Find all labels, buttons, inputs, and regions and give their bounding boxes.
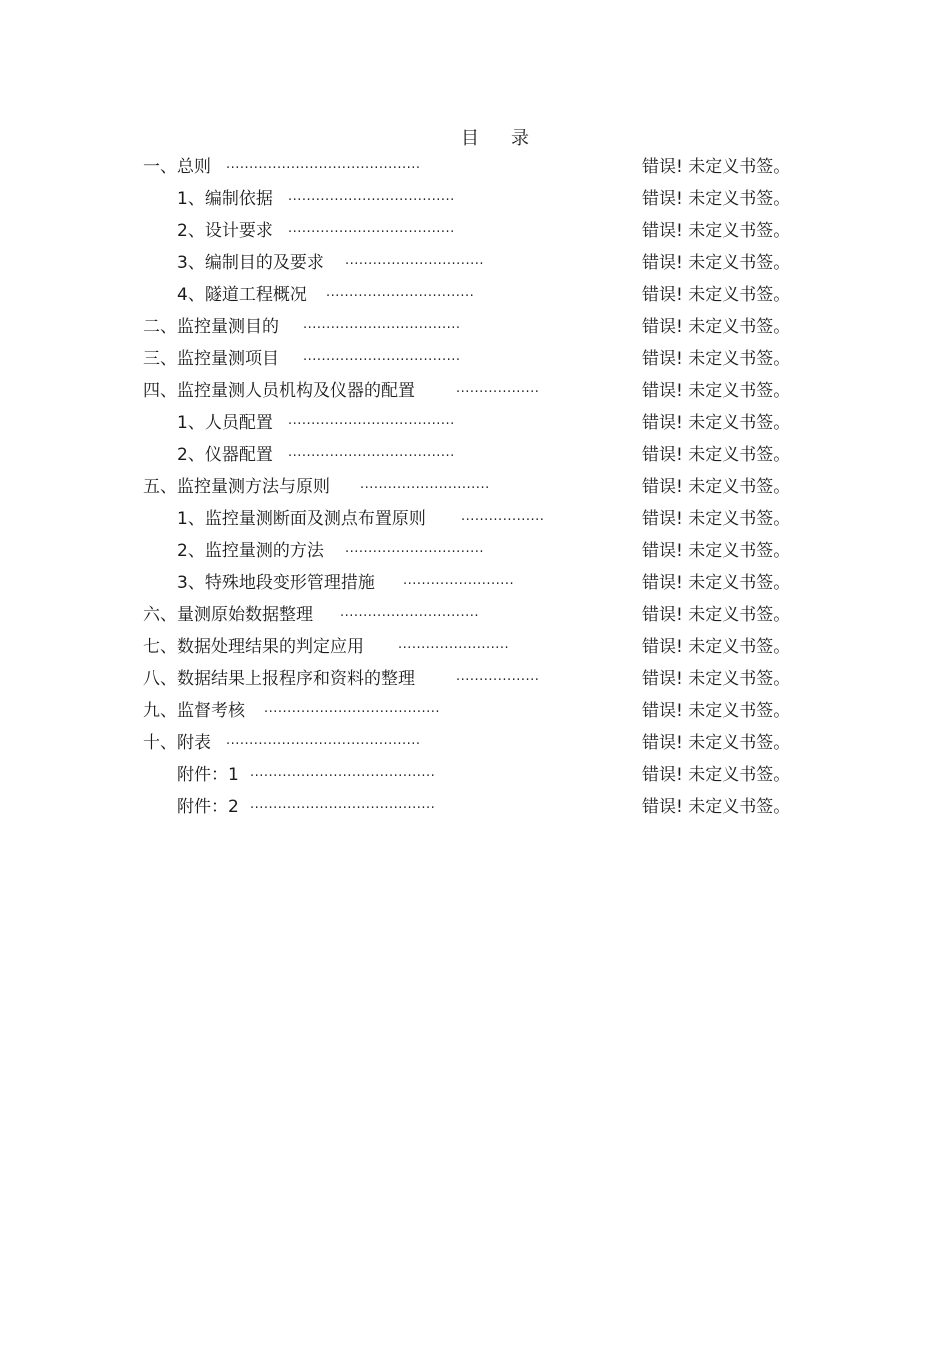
toc-page-ref: 错误! 未定义书签。: [642, 413, 791, 433]
toc-leader-dots: ................................: [326, 285, 475, 300]
toc-entry[interactable]: [143, 151, 803, 183]
toc-entry[interactable]: [143, 727, 803, 759]
toc-entry[interactable]: [143, 567, 803, 599]
toc-page-ref: 错误! 未定义书签。: [642, 605, 791, 625]
table-of-contents: [143, 151, 803, 823]
toc-leader-dots: ......................................: [264, 701, 441, 716]
toc-leader-dots: ..................................: [303, 349, 461, 364]
toc-entry-label: 2、仪器配置: [177, 445, 273, 465]
toc-page-ref: 错误! 未定义书签。: [642, 701, 791, 721]
toc-page-ref: 错误! 未定义书签。: [642, 541, 791, 561]
toc-leader-dots: ..................: [456, 381, 540, 396]
toc-entry-label: 2、监控量测的方法: [177, 541, 324, 561]
toc-leader-dots: ..............................: [340, 605, 479, 620]
toc-leader-dots: ........................: [403, 573, 515, 588]
toc-entry-label: 八、数据结果上报程序和资料的整理: [143, 669, 415, 689]
toc-entry-label: 附件：2: [177, 797, 239, 817]
toc-entry-label: 附件：1: [177, 765, 239, 785]
toc-page-ref: 错误! 未定义书签。: [642, 285, 791, 305]
toc-page-ref: 错误! 未定义书签。: [642, 253, 791, 273]
toc-entry[interactable]: [143, 631, 803, 663]
toc-entry-label: 四、监控量测人员机构及仪器的配置: [143, 381, 415, 401]
page-title-char-2: 录: [511, 128, 529, 149]
toc-entry-label: 4、隧道工程概况: [177, 285, 307, 305]
toc-entry[interactable]: [143, 663, 803, 695]
toc-leader-dots: ..................................: [303, 317, 461, 332]
toc-entry[interactable]: [143, 279, 803, 311]
toc-entry[interactable]: [143, 215, 803, 247]
toc-page-ref: 错误! 未定义书签。: [642, 733, 791, 753]
toc-entry[interactable]: [143, 311, 803, 343]
toc-entry[interactable]: [143, 247, 803, 279]
toc-entry[interactable]: [143, 759, 803, 791]
toc-entry[interactable]: [143, 471, 803, 503]
toc-entry-label: 一、总则: [143, 157, 211, 177]
toc-entry[interactable]: [143, 183, 803, 215]
toc-page-ref: 错误! 未定义书签。: [642, 445, 791, 465]
toc-entry[interactable]: [143, 375, 803, 407]
toc-leader-dots: ........................................: [250, 797, 436, 812]
toc-page-ref: 错误! 未定义书签。: [642, 637, 791, 657]
toc-entry[interactable]: [143, 439, 803, 471]
toc-leader-dots: ..................: [461, 509, 545, 524]
toc-page-ref: 错误! 未定义书签。: [642, 669, 791, 689]
toc-entry-label: 十、附表: [143, 733, 211, 753]
page-title: [0, 124, 950, 150]
toc-entry-label: 1、监控量测断面及测点布置原则: [177, 509, 426, 529]
toc-leader-dots: ....................................: [288, 189, 455, 204]
toc-entry-label: 二、监控量测目的: [143, 317, 279, 337]
toc-entry[interactable]: [143, 503, 803, 535]
toc-page-ref: 错误! 未定义书签。: [642, 573, 791, 593]
toc-entry[interactable]: [143, 343, 803, 375]
toc-entry-label: 九、监督考核: [143, 701, 245, 721]
toc-entry-label: 3、特殊地段变形管理措施: [177, 573, 375, 593]
toc-leader-dots: ........................................: [250, 765, 436, 780]
toc-page-ref: 错误! 未定义书签。: [642, 349, 791, 369]
toc-entry[interactable]: [143, 791, 803, 823]
page-title-char-1: 目: [461, 128, 479, 149]
toc-page-ref: 错误! 未定义书签。: [642, 477, 791, 497]
toc-entry[interactable]: [143, 535, 803, 567]
toc-entry-label: 1、人员配置: [177, 413, 273, 433]
toc-page-ref: 错误! 未定义书签。: [642, 381, 791, 401]
toc-leader-dots: ....................................: [288, 221, 455, 236]
toc-entry-label: 三、监控量测项目: [143, 349, 279, 369]
toc-page-ref: 错误! 未定义书签。: [642, 797, 791, 817]
toc-page-ref: 错误! 未定义书签。: [642, 221, 791, 241]
toc-page-ref: 错误! 未定义书签。: [642, 765, 791, 785]
toc-entry-label: 2、设计要求: [177, 221, 273, 241]
toc-page-ref: 错误! 未定义书签。: [642, 189, 791, 209]
toc-entry-label: 五、监控量测方法与原则: [143, 477, 330, 497]
toc-entry[interactable]: [143, 599, 803, 631]
toc-page-ref: 错误! 未定义书签。: [642, 317, 791, 337]
toc-entry-label: 六、量测原始数据整理: [143, 605, 313, 625]
toc-leader-dots: ..............................: [345, 541, 484, 556]
toc-entry[interactable]: [143, 407, 803, 439]
toc-leader-dots: ....................................: [288, 413, 455, 428]
toc-leader-dots: ..........................................: [226, 157, 421, 172]
toc-leader-dots: ....................................: [288, 445, 455, 460]
toc-leader-dots: ........................: [398, 637, 510, 652]
toc-entry-label: 1、编制依据: [177, 189, 273, 209]
toc-leader-dots: ..............................: [345, 253, 484, 268]
toc-leader-dots: ..........................................: [226, 733, 421, 748]
toc-leader-dots: ............................: [360, 477, 490, 492]
toc-page-ref: 错误! 未定义书签。: [642, 509, 791, 529]
toc-entry-label: 3、编制目的及要求: [177, 253, 324, 273]
toc-entry[interactable]: [143, 695, 803, 727]
toc-entry-label: 七、数据处理结果的判定应用: [143, 637, 364, 657]
toc-leader-dots: ..................: [456, 669, 540, 684]
toc-page-ref: 错误! 未定义书签。: [642, 157, 791, 177]
